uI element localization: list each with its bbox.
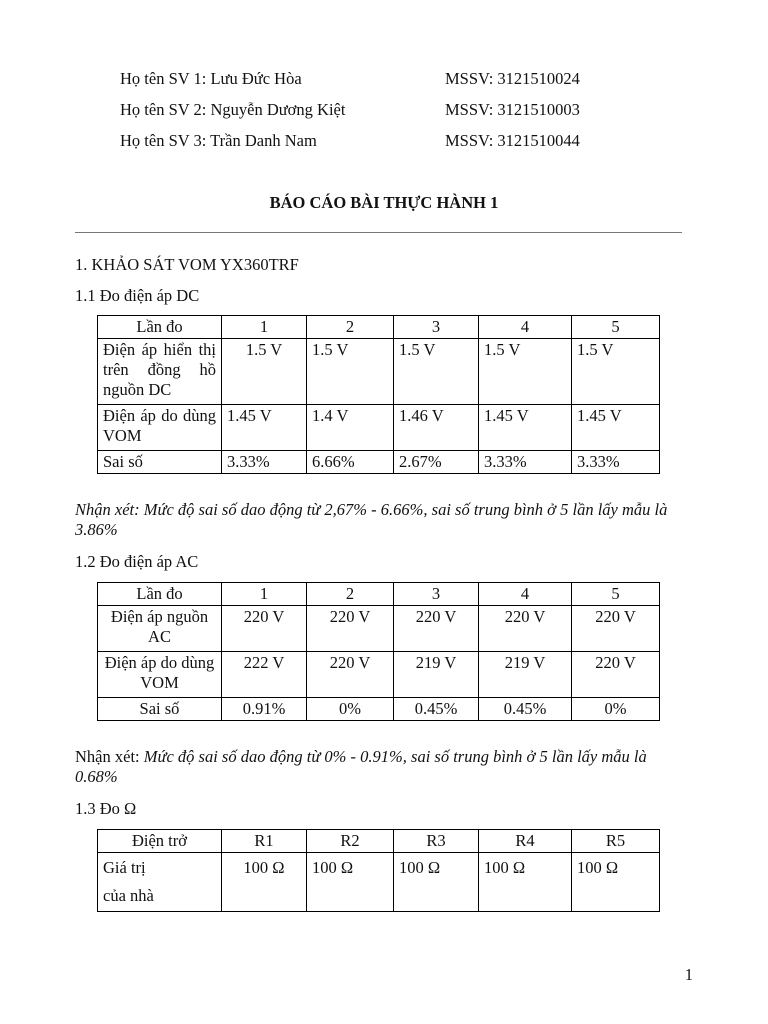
dc-table bbox=[97, 315, 660, 474]
table-row bbox=[98, 583, 660, 606]
row-label-line: của nhà bbox=[103, 886, 154, 905]
ac-table bbox=[97, 582, 660, 721]
table-header-cell: 2 bbox=[307, 316, 394, 339]
table-cell: 1.5 V bbox=[222, 339, 307, 405]
table-cell: 1.4 V bbox=[307, 405, 394, 451]
section-heading: 1. KHẢO SÁT VOM YX360TRF bbox=[75, 255, 299, 274]
row-label: Điện áp do dùng VOM bbox=[98, 652, 222, 698]
row-label: Sai số bbox=[98, 698, 222, 721]
table-cell: 0.45% bbox=[479, 698, 572, 721]
table-header-cell: Lần đo bbox=[98, 583, 222, 606]
table-row bbox=[98, 652, 660, 698]
table-header-cell: R5 bbox=[572, 830, 660, 853]
student-3-id: MSSV: 3121510044 bbox=[445, 131, 580, 150]
table-row bbox=[98, 451, 660, 474]
table-header-cell: 5 bbox=[572, 583, 660, 606]
table-header-cell: R3 bbox=[394, 830, 479, 853]
table-cell: 0.45% bbox=[394, 698, 479, 721]
table-cell: 100 Ω bbox=[479, 853, 572, 912]
table-header-cell: R4 bbox=[479, 830, 572, 853]
table-cell: 100 Ω bbox=[222, 853, 307, 912]
table-header-cell: 4 bbox=[479, 583, 572, 606]
row-label: Điện áp hiển thị trên đồng hồ nguồn DC bbox=[98, 339, 222, 405]
table-header-cell: 2 bbox=[307, 583, 394, 606]
ohm-heading: 1.3 Đo Ω bbox=[75, 799, 137, 818]
report-title: BÁO CÁO BÀI THỰC HÀNH 1 bbox=[269, 193, 499, 212]
row-label: Sai số bbox=[98, 451, 222, 474]
table-header-cell: Điện trở bbox=[98, 830, 222, 853]
table-cell: 100 Ω bbox=[394, 853, 479, 912]
table-cell: 1.45 V bbox=[222, 405, 307, 451]
table-header-cell: 4 bbox=[479, 316, 572, 339]
table-header-cell: Lần đo bbox=[98, 316, 222, 339]
table-cell: 6.66% bbox=[307, 451, 394, 474]
ac-remark-label: Nhận xét: bbox=[75, 747, 140, 766]
table-cell: 220 V bbox=[307, 652, 394, 698]
table-row bbox=[98, 316, 660, 339]
page-number: 1 bbox=[684, 965, 693, 984]
table-header-cell: 5 bbox=[572, 316, 660, 339]
student-1-name: Họ tên SV 1: Lưu Đức Hòa bbox=[120, 69, 302, 88]
table-cell: 100 Ω bbox=[307, 853, 394, 912]
table-cell: 3.33% bbox=[479, 451, 572, 474]
table-cell: 1.45 V bbox=[479, 405, 572, 451]
table-header-cell: R2 bbox=[307, 830, 394, 853]
table-cell: 220 V bbox=[222, 606, 307, 652]
student-1-id: MSSV: 3121510024 bbox=[445, 69, 580, 88]
table-cell: 220 V bbox=[307, 606, 394, 652]
table-cell: 1.5 V bbox=[572, 339, 660, 405]
table-cell: 1.5 V bbox=[479, 339, 572, 405]
table-cell: 219 V bbox=[479, 652, 572, 698]
table-cell: 220 V bbox=[572, 652, 660, 698]
table-cell: 0% bbox=[307, 698, 394, 721]
table-cell: 1.5 V bbox=[307, 339, 394, 405]
table-cell: 2.67% bbox=[394, 451, 479, 474]
table-cell: 0% bbox=[572, 698, 660, 721]
ohm-table bbox=[97, 829, 660, 912]
table-cell: 220 V bbox=[479, 606, 572, 652]
dc-heading: 1.1 Đo điện áp DC bbox=[75, 286, 200, 305]
table-cell: 1.45 V bbox=[572, 405, 660, 451]
ac-remark bbox=[75, 747, 690, 787]
table-cell: 220 V bbox=[394, 606, 479, 652]
student-2-id: MSSV: 3121510003 bbox=[445, 100, 580, 119]
table-cell: 3.33% bbox=[222, 451, 307, 474]
ac-heading: 1.2 Đo điện áp AC bbox=[75, 552, 199, 571]
table-row bbox=[98, 698, 660, 721]
table-cell: 1.46 V bbox=[394, 405, 479, 451]
table-cell: 220 V bbox=[572, 606, 660, 652]
table-cell: 0.91% bbox=[222, 698, 307, 721]
row-label-line: Giá trị bbox=[103, 858, 146, 877]
table-header-cell: 3 bbox=[394, 316, 479, 339]
table-row bbox=[98, 339, 660, 405]
ac-remark-text: Mức độ sai số dao động từ 0% - 0.91%, sai số trung bình ở 5 lần lấy mẫu là 0.68% bbox=[75, 747, 647, 786]
table-cell: 3.33% bbox=[572, 451, 660, 474]
dc-remark: Nhận xét: Mức độ sai số dao động từ 2,67% - 6.66%, sai số trung bình ở 5 lần lấy mẫu là 3.86% bbox=[75, 500, 668, 539]
student-2-name: Họ tên SV 2: Nguyễn Dương Kiệt bbox=[120, 100, 346, 119]
table-row bbox=[98, 830, 660, 853]
table-header-cell: 3 bbox=[394, 583, 479, 606]
table-cell: 222 V bbox=[222, 652, 307, 698]
student-3-name: Họ tên SV 3: Trần Danh Nam bbox=[120, 131, 317, 150]
row-label bbox=[98, 853, 222, 912]
table-row bbox=[98, 606, 660, 652]
table-header-cell: R1 bbox=[222, 830, 307, 853]
table-row bbox=[98, 405, 660, 451]
row-label: Điện áp do dùng VOM bbox=[98, 405, 222, 451]
table-header-cell: 1 bbox=[222, 583, 307, 606]
row-label: Điện áp nguồn AC bbox=[98, 606, 222, 652]
title-rule bbox=[75, 232, 682, 233]
table-cell: 100 Ω bbox=[572, 853, 660, 912]
table-row bbox=[98, 853, 660, 912]
table-header-cell: 1 bbox=[222, 316, 307, 339]
table-cell: 219 V bbox=[394, 652, 479, 698]
table-cell: 1.5 V bbox=[394, 339, 479, 405]
